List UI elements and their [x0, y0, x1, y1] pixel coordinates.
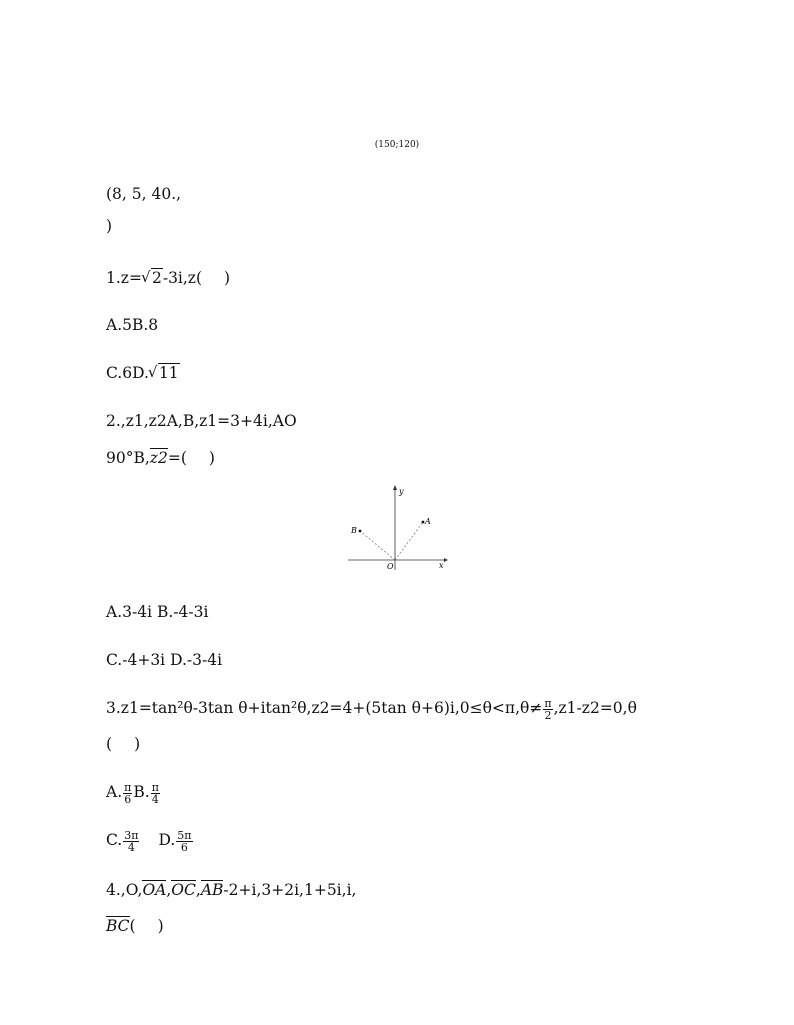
question-4-close-paren: ) — [157, 917, 164, 935]
question-4-stem-line-1: 4.,O,OA,OC,AB-2+i,3+2i,1+5i,i, — [106, 881, 357, 899]
question-1-options-cd — [106, 361, 706, 385]
question-2-options-ab: A.3-4i B.-4-3i — [106, 603, 209, 621]
question-2-text-b: =( — [167, 449, 187, 467]
question-4-text-d: ( — [129, 917, 136, 935]
section-heading-line-1 — [106, 182, 706, 206]
complex-plane-figure — [340, 482, 450, 574]
fraction-denominator: 6 — [180, 840, 188, 854]
y-axis-arrow — [393, 485, 397, 490]
point-b-label: B — [351, 526, 357, 535]
question-2-stem-line-2 — [106, 446, 706, 470]
question-1-options-ab: A.5B.8 — [106, 316, 159, 334]
origin-label: O — [387, 562, 394, 571]
question-2-options-cd: C.-4+3i D.-3-4i — [106, 651, 223, 669]
question-3-options-cd — [106, 828, 706, 853]
point-a-label: A — [425, 517, 431, 526]
question-4-stem-line-2 — [106, 914, 706, 938]
question-3-text-a: 3.z1=tan²θ-3tan θ+itan²θ,z2=4+(5tan θ+6)i,0≤θ<π,θ≠ — [106, 699, 543, 717]
question-2-stem-line-1: 2.,z1,z2A,B,z1=3+4i,AO — [106, 412, 297, 430]
question-1-stem — [106, 266, 706, 290]
fraction-option-a — [123, 782, 132, 805]
question-3-stem-line-1 — [106, 696, 706, 721]
option-d-label: D. — [158, 831, 176, 849]
question-4-text-a: 4.,O, — [106, 881, 143, 899]
segment-ob — [360, 531, 395, 560]
fraction-numerator: π — [544, 696, 552, 710]
fraction-option-b — [151, 782, 160, 805]
conjugate-z2: z2 — [149, 449, 168, 467]
x-axis-arrow — [444, 558, 448, 562]
y-axis-label: y — [399, 487, 404, 496]
vector-ab: AB — [200, 881, 224, 899]
question-1-text-b: -3i,z( — [162, 269, 203, 287]
fraction-denominator: 4 — [127, 840, 135, 854]
section-description: (8, 5, 40., — [106, 185, 182, 203]
fraction-numerator: π — [124, 780, 132, 794]
question-1-text-a: 1.z= — [106, 269, 142, 287]
point-b — [359, 530, 362, 533]
question-3-text-b: ,z1-z2=0,θ — [553, 699, 637, 717]
vector-oa: OA — [142, 881, 167, 899]
point-a — [422, 521, 425, 524]
sqrt-symbol — [149, 361, 180, 385]
fraction-denominator: 6 — [124, 792, 132, 806]
x-axis-label: x — [439, 561, 444, 570]
vector-bc: BC — [106, 917, 130, 935]
question-1-close-paren: ) — [224, 269, 231, 287]
fraction-option-c — [123, 830, 139, 853]
fraction-denominator: 2 — [544, 708, 552, 722]
question-2-close-paren: ) — [208, 449, 215, 467]
question-1-option-cd-text: C.6D. — [106, 364, 149, 382]
question-2-text-a: 90°B, — [106, 449, 150, 467]
question-4-text-b: -2+i,3+2i,1+5i,i, — [223, 881, 357, 899]
fraction-numerator: 3π — [124, 828, 139, 842]
fraction-numerator: 5π — [177, 828, 192, 842]
sqrt-radicand: 2 — [151, 269, 162, 287]
sqrt-radicand: 11 — [158, 364, 179, 382]
option-a-label: A. — [106, 783, 123, 801]
sqrt-symbol — [142, 266, 163, 290]
question-3-stem-line-2 — [106, 732, 706, 756]
question-3-close-paren: ) — [134, 735, 141, 753]
question-3-text-c: ( — [106, 735, 113, 753]
option-b-label: B. — [133, 783, 150, 801]
question-3-options-ab — [106, 780, 706, 805]
page-subtitle: (150;120) — [374, 140, 420, 150]
fraction-denominator: 4 — [151, 792, 159, 806]
option-c-label: C. — [106, 831, 123, 849]
fraction-numerator: π — [151, 780, 159, 794]
fraction-option-d — [176, 830, 192, 853]
vector-oc: OC — [171, 881, 196, 899]
section-description-line-2: ) — [106, 217, 113, 235]
segment-oa — [395, 522, 423, 560]
fraction-pi-over-2 — [543, 698, 552, 721]
